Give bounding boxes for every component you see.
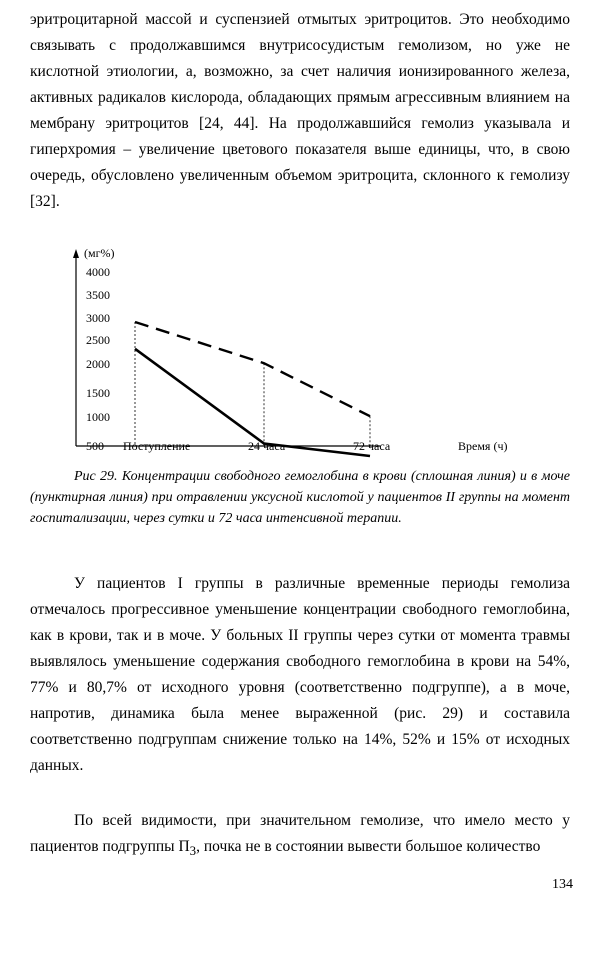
y-tick-label: 500 — [86, 439, 104, 453]
paragraph-3 — [30, 808, 570, 864]
y-axis-label: (мг%) — [84, 246, 115, 260]
x-tick-label: 72 часа — [353, 439, 391, 453]
paragraph-3-start: По всей видимости, при значительном гемолизе, что имело место у пациентов подгруппы П — [30, 812, 570, 855]
y-tick-label: 3500 — [86, 288, 110, 302]
y-tick-label: 3000 — [86, 311, 110, 325]
chart-guides — [135, 322, 370, 446]
y-tick-label: 1500 — [86, 386, 110, 400]
y-tick-label: 2000 — [86, 357, 110, 371]
x-tick-label: Поступление — [123, 439, 191, 453]
urine-series-line — [135, 322, 370, 416]
y-tick-label: 2500 — [86, 333, 110, 347]
page-number: 134 — [552, 877, 573, 892]
hemoglobin-chart — [60, 240, 540, 460]
y-axis-arrow-icon — [73, 249, 79, 258]
x-tick-label: 24 часа — [248, 439, 286, 453]
chart-labels — [84, 246, 507, 453]
subgroup-subscript: 3 — [189, 843, 197, 859]
y-tick-label: 4000 — [86, 265, 110, 279]
paragraph-3-end: , почка не в состоянии вывести большое количество — [196, 838, 541, 855]
chart-series — [135, 322, 370, 456]
x-axis-label: Время (ч) — [458, 439, 508, 453]
figure-caption: Рис 29. Концентрации свободного гемоглобина в крови (сплошная линия) и в моче (пунктирная линия) при отравлении уксусной кислотой у пациентов II группы на момент госпитализации, через сутки и 72 часа интенсивной терапии. — [30, 469, 570, 526]
y-tick-label: 1000 — [86, 410, 110, 424]
paragraph-2: У пациентов I группы в различные временные периоды гемолиза отмечалось прогрессивное уменьшение концентрации свободного гемоглобина, как в крови, так и в моче. У больных II группы через сутки от момента травмы выявлялось уменьшение содержания свободного гемоглобина в крови на 54%, 77% и 80,7% от исходного уровня (соответственно подгруппе), а в моче, напротив, динамика была менее выраженной (рис. 29) и составила соответственно подгруппам снижение только на 14%, 52% и 15% от исходных данных. — [30, 575, 570, 774]
paragraph-1: эритроцитарной массой и суспензией отмытых эритроцитов. Это необходимо связывать с продолжавшимся внутрисосудистым гемолизом, но уже не кислотной этиологии, а, возможно, за счет наличия ионизированного железа, активных радикалов кислорода, обладающих прямым агрессивным влиянием на мембрану эритроцитов [24, 44]. На продолжавшийся гемолиз указывала и гиперхромия – увеличение цветового показателя выше единицы, что, в свою очередь, обусловлено увеличенным объемом эритроцита, склонного к гемолизу [32]. — [30, 11, 570, 210]
